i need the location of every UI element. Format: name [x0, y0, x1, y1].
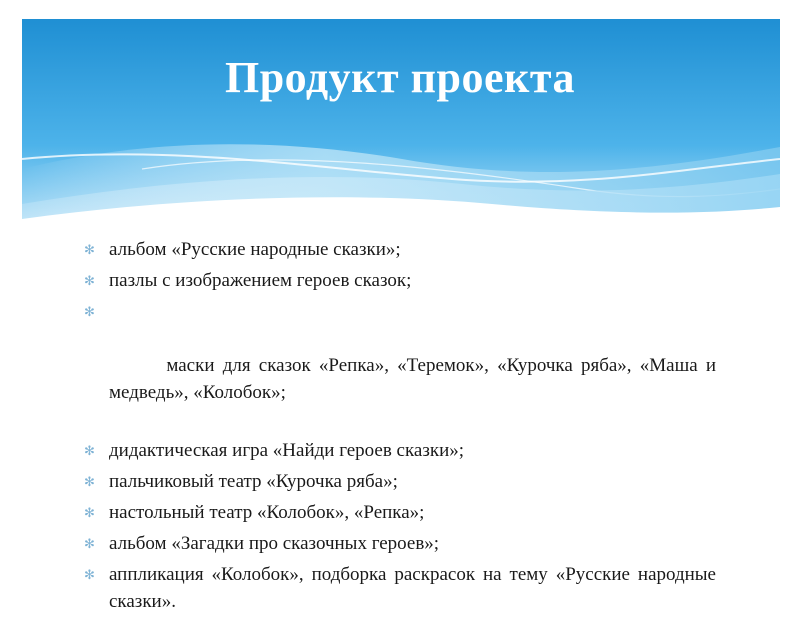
asterisk-bullet-icon: ✻: [84, 443, 95, 458]
list-item: [84, 499, 716, 526]
list-item-text: пазлы с изображением героев сказок;: [109, 270, 412, 291]
list-item-text: альбом «Загадки про сказочных героев»;: [109, 533, 440, 554]
page-title: Продукт проекта: [224, 53, 575, 102]
list-item: [84, 561, 716, 615]
list-item: [84, 530, 716, 557]
list-item-text: дидактическая игра «Найди героев сказки»;: [109, 440, 465, 461]
list-item-text: пальчиковый театр «Курочка ряба»;: [109, 471, 398, 492]
list-item: [84, 437, 716, 464]
asterisk-bullet-icon: ✻: [84, 536, 95, 551]
list-item: [84, 298, 721, 433]
asterisk-bullet-icon: ✻: [84, 242, 95, 257]
list-item: [84, 267, 716, 294]
list-item: [84, 468, 716, 495]
asterisk-bullet-icon: ✻: [84, 505, 95, 520]
list-item: [84, 236, 716, 263]
list-item-text: альбом «Русские народные сказки»;: [109, 239, 401, 260]
asterisk-bullet-icon: ✻: [84, 474, 95, 489]
list-item-text: настольный театр «Колобок», «Репка»;: [109, 502, 425, 523]
list-item-text: маски для сказок «Репка», «Теремок», «Курочка ряба», «Маша и медведь», «Колобок»;: [109, 355, 721, 403]
asterisk-bullet-icon: ✻: [84, 567, 95, 582]
content-list: [84, 236, 721, 619]
asterisk-bullet-icon: ✻: [84, 304, 95, 319]
asterisk-bullet-icon: ✻: [84, 273, 95, 288]
list-item-text: аппликация «Колобок», подборка раскрасок на тему «Русские народные сказки».: [109, 564, 716, 612]
